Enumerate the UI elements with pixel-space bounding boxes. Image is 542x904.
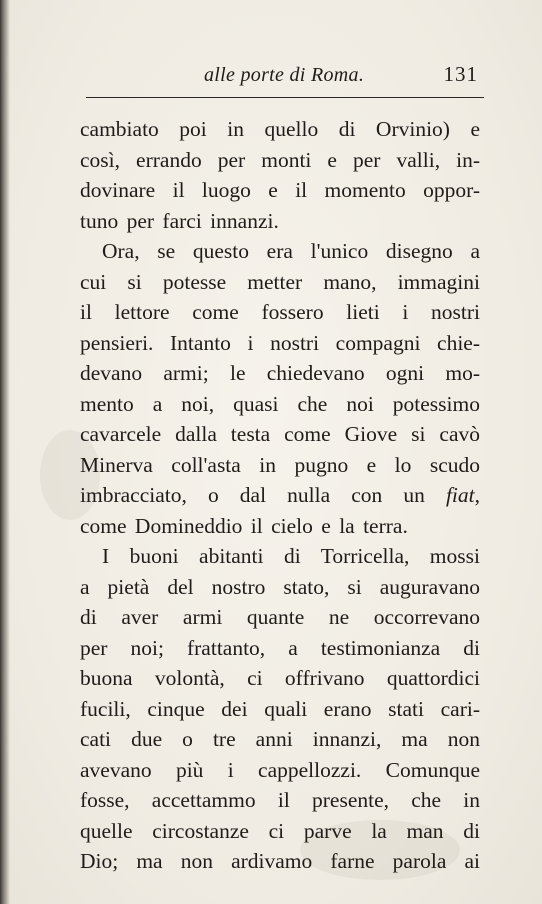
text-line: imbracciato, o dal nulla con un fiat, [80, 483, 480, 507]
text-line: fosse, accettammo il presente, che in [80, 788, 480, 812]
text-line: fucili, cinque dei quali erano stati cari- [80, 696, 480, 721]
text-line: mento a noi, quasi che noi potessimo [80, 391, 480, 416]
text-line: Dio; ma non ardivamo farne parola ai [80, 849, 480, 873]
text-line: cati due o tre anni innanzi, ma non [80, 727, 480, 751]
text-line: cui si potesse metter mano, immagini [80, 269, 480, 294]
text-line: Minerva coll'asta in pugno e lo scudo [80, 452, 480, 477]
text-line: buona volontà, ci offrivano quattordici [80, 666, 480, 690]
text-line: pensieri. Intanto i nostri compagni chie- [80, 330, 480, 355]
text-line: quelle circostanze ci parve la man di [80, 818, 480, 843]
text-line: di aver armi quante ne occorrevano [80, 605, 480, 629]
text-line: devano armi; le chiedevano ogni mo- [80, 361, 480, 385]
text-line: cavarcele dalla testa come Giove si cavò [80, 422, 480, 446]
text-line: Ora, se questo era l'unico disegno a [102, 239, 480, 263]
italic-word: fiat [445, 483, 475, 507]
body-text [80, 114, 480, 877]
text-line: il lettore come fossero lieti i nostri [80, 300, 480, 324]
page-number: 131 [443, 62, 478, 86]
header-rule [86, 97, 484, 98]
page-gutter-shadow [0, 0, 10, 904]
text-line: dovinare il luogo e il momento oppor- [80, 178, 480, 202]
running-title: alle porte di Roma. [204, 64, 365, 86]
text-line: così, errando per monti e per valli, in- [80, 147, 480, 172]
text-line: avevano più i cappellozzi. Comunque [80, 757, 480, 782]
text-line: tuno per farci innanzi. [80, 208, 279, 233]
text-line: come Domineddio il cielo e la terra. [80, 513, 408, 538]
text-line: cambiato poi in quello di Orvinio) e [80, 117, 480, 141]
text-line: a pietà del nostro stato, si auguravano [80, 574, 480, 599]
text-line: I buoni abitanti di Torricella, mossi [102, 544, 480, 568]
text-line: per noi; frattanto, a testimonianza di [80, 635, 480, 660]
running-head [84, 58, 484, 88]
